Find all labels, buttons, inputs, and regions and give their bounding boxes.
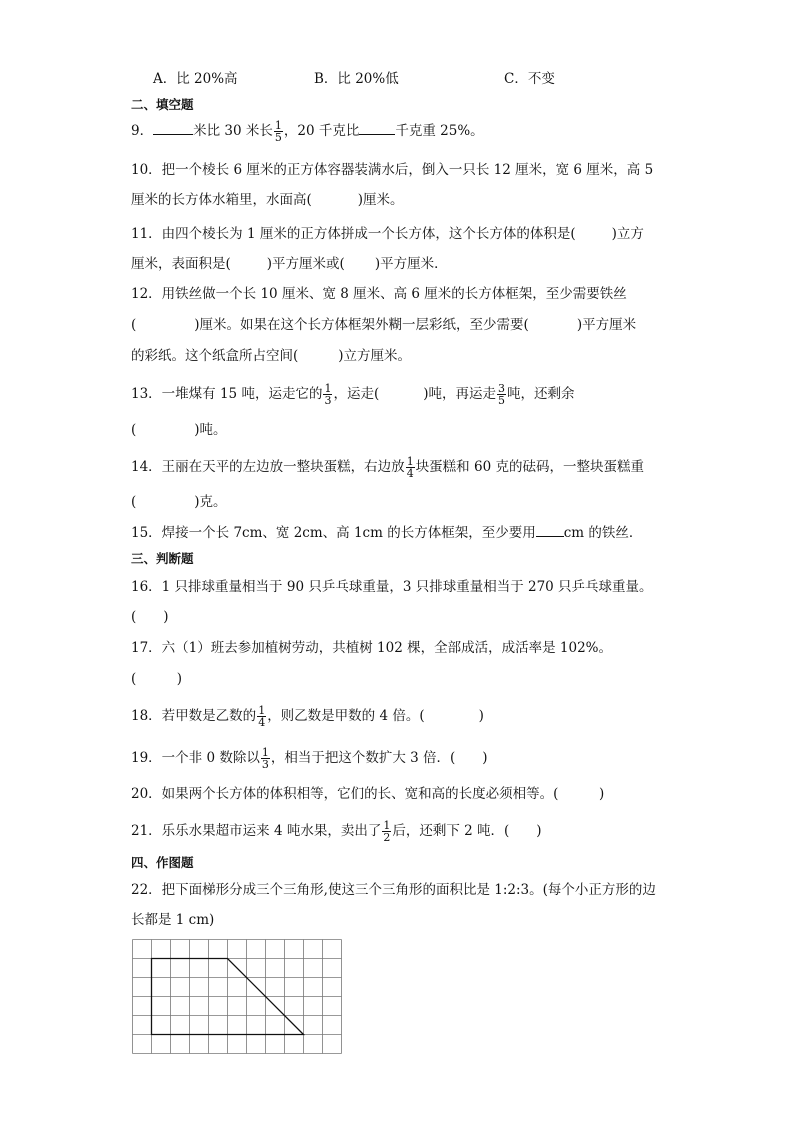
section-title-draw: 四、作图题	[131, 855, 194, 870]
question-18: 18．若甲数是乙数的 $\frac{1}{4}$ ，则乙数是甲数的 4 倍。( )	[131, 704, 484, 729]
question-12-line-2: ( )厘米。如果在这个长方体框架外糊一层彩纸，至少需要( )平方厘米	[131, 317, 637, 333]
question-19: 19．一个非 0 数除以 $\frac{1}{3}$ ，相当于把这个数扩大 3 倍．( )	[131, 746, 488, 771]
answer-blank[interactable]	[153, 122, 193, 135]
question-17-answer[interactable]: ( )	[131, 671, 183, 687]
section-title-fill: 二、填空题	[131, 97, 194, 112]
question-10-line-1: 10．把一个棱长 6 厘米的正方体容器装满水后，倒入一只长 12 厘米，宽 6 厘米，高 5	[131, 162, 654, 178]
option-c: C．不变	[504, 71, 555, 87]
fraction: $\frac{1}{4}$	[258, 704, 266, 729]
option-a: A．比 20%高	[153, 71, 238, 87]
fraction: $\frac{3}{5}$	[498, 382, 506, 407]
answer-blank[interactable]	[536, 524, 564, 537]
question-21: 21．乐乐水果超市运来 4 吨水果，卖出了 $\frac{1}{2}$ 后，还剩下 2 吨．( )	[131, 819, 542, 844]
question-16-answer[interactable]: ( )	[131, 609, 169, 625]
question-9: 9． 米比 30 米长 $\frac{1}{5}$ ，20 千克比 千克重 25%。	[131, 119, 484, 144]
trapezoid-grid[interactable]	[132, 939, 343, 1055]
question-20: 20．如果两个长方体的体积相等，它们的长、宽和高的长度必须相等。( )	[131, 786, 605, 802]
fraction: $\frac{1}{5}$	[274, 119, 282, 144]
question-11-line-1: 11．由四个棱长为 1 厘米的正方体拼成一个长方体，这个长方体的体积是( )立方	[131, 226, 644, 242]
fraction: $\frac{1}{4}$	[406, 455, 414, 480]
question-14-line-2: ( )克。	[131, 494, 227, 510]
section-title-judge: 三、判断题	[131, 551, 194, 566]
question-22-line-2: 长都是 1 cm)	[131, 912, 215, 928]
question-12-line-3: 的彩纸。这个纸盒所占空间( )立方厘米。	[131, 348, 412, 364]
question-17-line-1: 17．六（1）班去参加植树劳动，共植树 102 棵，全部成活，成活率是 102%。	[131, 640, 613, 656]
fraction: $\frac{1}{3}$	[261, 746, 269, 771]
question-13-line-1: 13．一堆煤有 15 吨，运走它的 $\frac{1}{3}$ ，运走( )吨，再运走 $\frac{3}{5}$ 吨，还剩余	[131, 382, 575, 407]
answer-blank[interactable]	[359, 122, 395, 135]
question-10-line-2: 厘米的长方体水箱里，水面高( )厘米。	[131, 192, 404, 208]
question-22-line-1: 22．把下面梯形分成三个三角形,使这三个三角形的面积比是 1:2:3。(每个小正方形的边	[131, 882, 656, 898]
question-11-line-2: 厘米，表面积是( )平方厘米或( )平方厘米．	[131, 256, 448, 272]
option-b: B．比 20%低	[314, 71, 399, 87]
question-13-line-2: ( )吨。	[131, 422, 227, 438]
fraction: $\frac{1}{2}$	[383, 819, 391, 844]
question-15: 15．焊接一个长 7cm、宽 2cm、高 1cm 的长方体框架，至少要用 cm 的铁丝．	[131, 525, 643, 541]
question-12-line-1: 12．用铁丝做一个长 10 厘米、宽 8 厘米、高 6 厘米的长方体框架，至少需要铁丝	[131, 286, 627, 302]
fraction: $\frac{1}{3}$	[324, 382, 332, 407]
question-16-line-1: 16．1 只排球重量相当于 90 只乒乓球重量，3 只排球重量相当于 270 只乒乓球重量。	[131, 579, 653, 595]
question-14-line-1: 14．王丽在天平的左边放一整块蛋糕，右边放 $\frac{1}{4}$ 块蛋糕和 60 克的砝码，一整块蛋糕重	[131, 455, 644, 480]
